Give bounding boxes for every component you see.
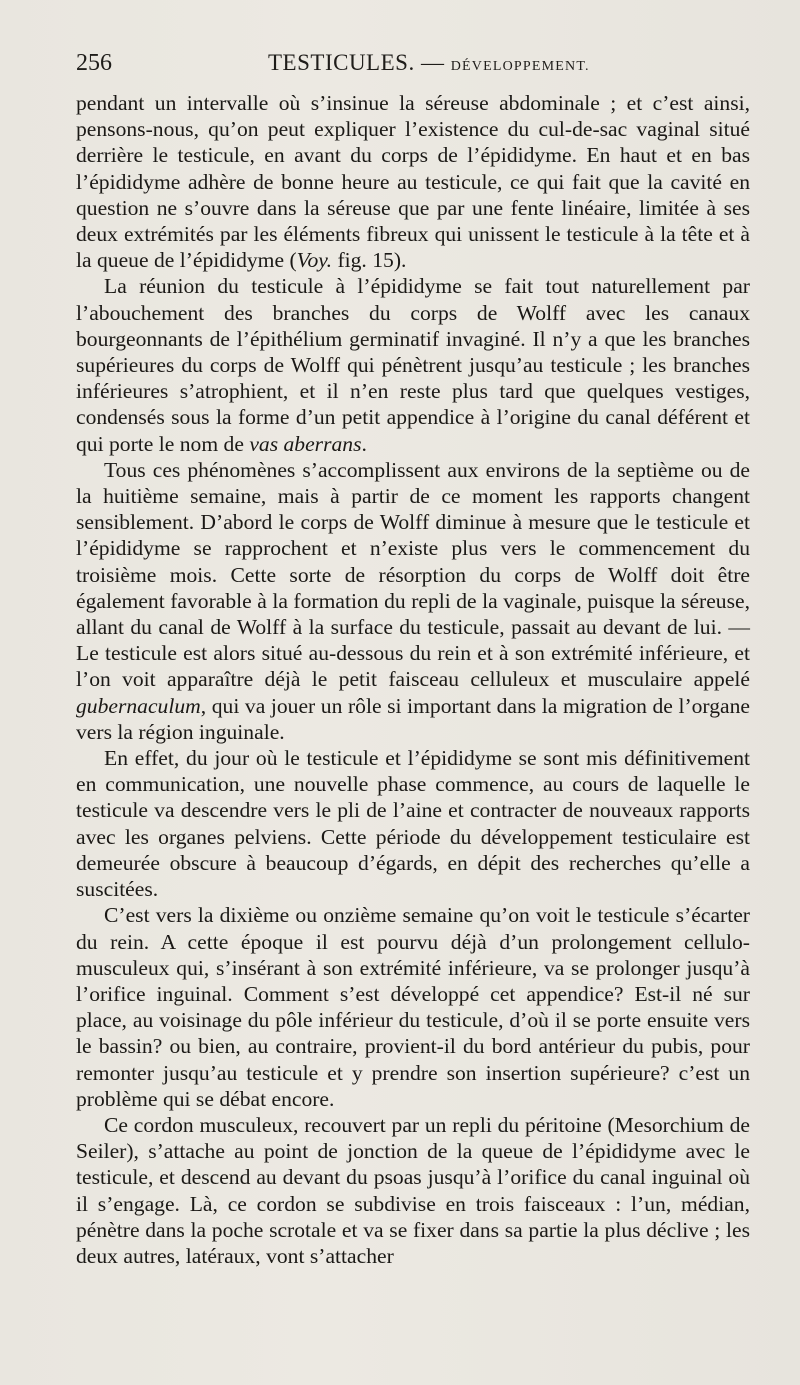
header-subtitle: DÉVELOPPEMENT. [450, 59, 590, 74]
running-header [76, 50, 748, 82]
text-run: pendant un intervalle où s’insinue la séreuse abdominale ; et c’est ainsi, pensons-nous, qu’on peut expliquer l’existence du cul-de-sac vaginal situé derrière le testicule, en avant du corps de l’épididyme. En haut et en bas l’épididyme adhère de bonne heure au testicule, ce qui fait que la cavité en question ne s’ouvre dans la séreuse que par une fente linéaire, limitée à ses deux extrémités par les éléments fibreux qui unissent le testicule à la tête et à la queue de l’épididyme ( [76, 91, 750, 273]
paragraph [76, 90, 750, 273]
italic-term: vas aberrans [249, 431, 362, 456]
page-number: 256 [76, 50, 112, 76]
text-run: C’est vers la dixième ou onzième semaine qu’on voit le testicule s’écarter du rein. A cette époque il est pourvu déjà d’un prolongement cellulo-musculeux qui, s’insérant à son extrémité inférieure, va se prolonger jusqu’à l’orifice inguinal. Comment s’est développé cet appendice? Est-il né sur place, au voisinage du pôle inférieur du testicule, d’où il se porte ensuite vers le bassin? ou bien, au contraire, provient-il du bord antérieur du pubis, pour remonter jusqu’au testicule et y prendre son insertion supérieure? c’est un problème qui se débat encore. [76, 903, 750, 1111]
text-run: Tous ces phénomènes s’accomplissent aux environs de la septième ou de la huitième semaine, mais à partir de ce moment les rapports changent sensiblement. D’abord le corps de Wolff diminue à mesure que le testicule et l’épididyme se rapprochent et n’existe plus vers le commencement du troisième mois. Cette sorte de résorption du corps de Wolff doit être également favorable à la formation du repli de la vaginale, puisque la séreuse, allant du canal de Wolff à la surface du testicule, passait au devant de lui. — Le testicule est alors situé au-dessous du rein et à son extrémité inférieure, et l’on voit apparaître déjà le petit faisceau celluleux et musculaire appelé [76, 457, 750, 692]
paragraph [76, 745, 750, 902]
text-run: Ce cordon musculeux, recouvert par un repli du péritoine (Mesorchium de Seiler), s’attache au point de jonction de la queue de l’épididyme avec le testicule, et descend au devant du psoas jusqu’à l’orifice du canal inguinal où il s’engage. Là, ce cordon se subdivise en trois faisceaux : l’un, médian, pénètre dans la poche scrotale et va se fixer dans sa partie la plus déclive ; les deux autres, latéraux, vont s’attacher [76, 1112, 750, 1268]
text-run: fig. 15). [332, 248, 407, 273]
header-title: TESTICULES. [268, 50, 415, 75]
paragraph [76, 902, 750, 1112]
text-run: . [361, 431, 367, 456]
italic-term: gubernaculum [76, 693, 201, 718]
text-run: , qui va jouer un rôle si important dans la migration de l’organe vers la région inguinale. [76, 693, 750, 744]
body-text [76, 90, 750, 1269]
running-title [268, 50, 590, 76]
text-run: La réunion du testicule à l’épididyme se fait tout naturellement par l’abouchement des branches du corps de Wolff avec les canaux bourgeonnants de l’épithélium germinatif invaginé. Il n’y a que les branches supérieures du corps de Wolff qui pénètrent jusqu’au testicule ; les branches inférieures s’atrophient, et il n’en reste plus tard que quelques vestiges, condensés sous la forme d’un petit appendice à l’origine du canal déférent et qui porte le nom de [76, 274, 750, 456]
paragraph [76, 1112, 750, 1269]
header-separator: — [420, 50, 445, 75]
text-run: En effet, du jour où le testicule et l’épididyme se sont mis définitivement en communication, une nouvelle phase commence, au cours de laquelle le testicule va descendre vers le pli de l’aine et contracter de nouveaux rapports avec les organes pelviens. Cette période du développement testiculaire est demeurée obscure à beaucoup d’égards, en dépit des recherches qu’elle a suscitées. [76, 746, 750, 902]
italic-term: Voy. [296, 248, 333, 273]
paragraph [76, 273, 750, 456]
paragraph [76, 457, 750, 745]
